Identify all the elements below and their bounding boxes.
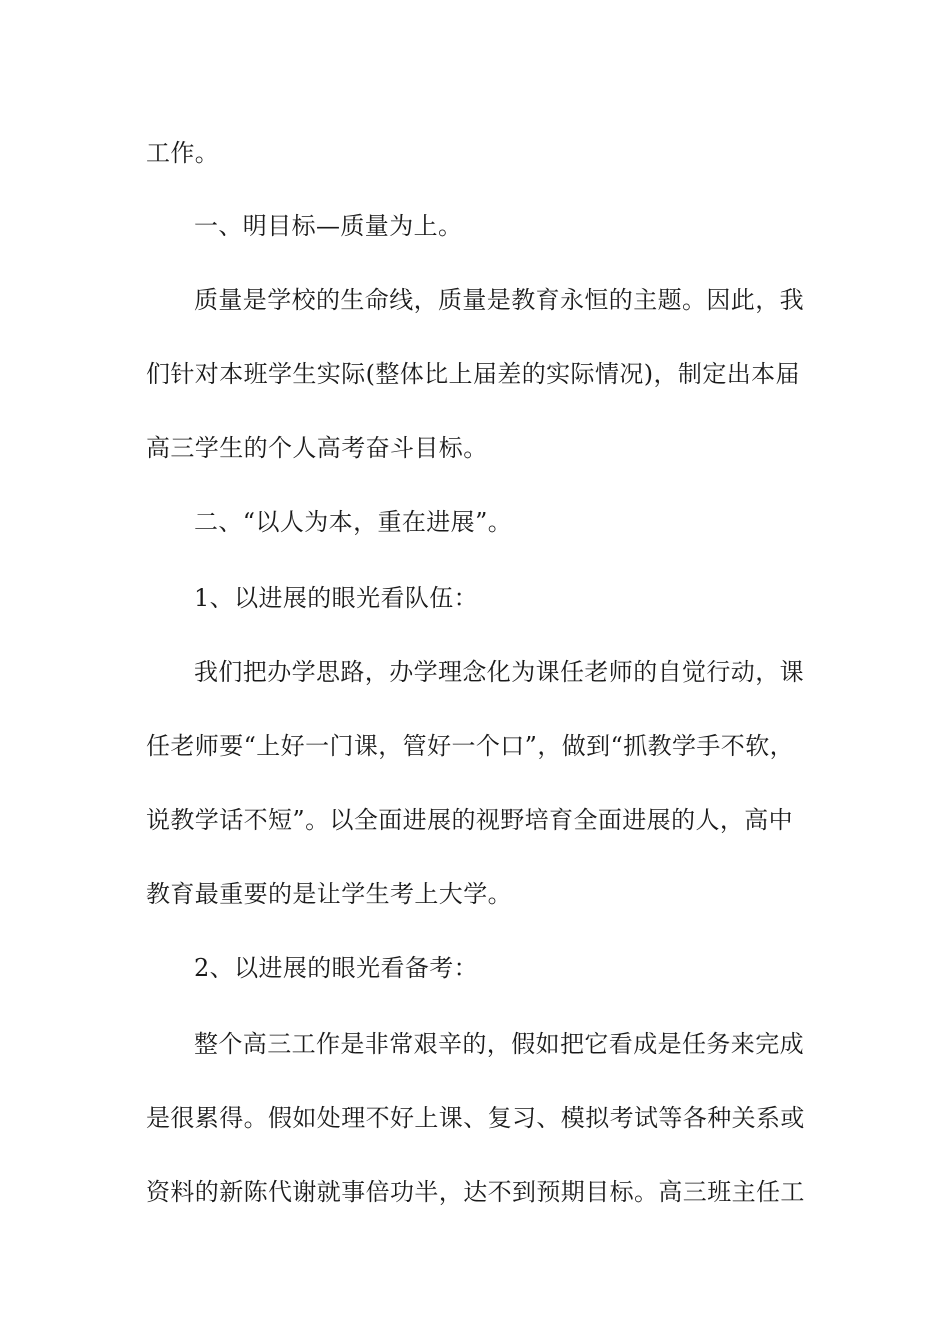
paragraph-line: 资料的新陈代谢就事倍功半，达不到预期目标。高三班主任工 bbox=[146, 1178, 805, 1206]
subsection-heading: 2、以进展的眼光看备考： bbox=[194, 954, 479, 982]
text-line: 工作。 bbox=[146, 139, 220, 167]
paragraph-line: 是很累得。假如处理不好上课、复习、模拟考试等各种关系或 bbox=[146, 1104, 805, 1132]
paragraph-line: 我们把办学思路，办学理念化为课任老师的自觉行动，课 bbox=[194, 658, 804, 686]
section-heading: 一、明目标—质量为上。 bbox=[194, 212, 463, 240]
subsection-heading: 1、以进展的眼光看队伍： bbox=[194, 584, 479, 612]
paragraph-line: 高三学生的个人高考奋斗目标。 bbox=[146, 434, 488, 462]
section-heading: 二、“以人为本，重在进展”。 bbox=[194, 508, 513, 536]
paragraph-line: 质量是学校的生命线，质量是教育永恒的主题。因此，我 bbox=[194, 286, 804, 314]
paragraph-line: 任老师要“上好一门课，管好一个口”，做到“抓教学手不软， bbox=[146, 732, 795, 760]
paragraph-line: 教育最重要的是让学生考上大学。 bbox=[146, 880, 512, 908]
paragraph-line: 整个高三工作是非常艰辛的，假如把它看成是任务来完成 bbox=[194, 1030, 804, 1058]
paragraph-line: 说教学话不短”。以全面进展的视野培育全面进展的人，高中 bbox=[146, 806, 794, 834]
paragraph-line: 们针对本班学生实际(整体比上届差的实际情况)，制定出本届 bbox=[146, 360, 800, 388]
